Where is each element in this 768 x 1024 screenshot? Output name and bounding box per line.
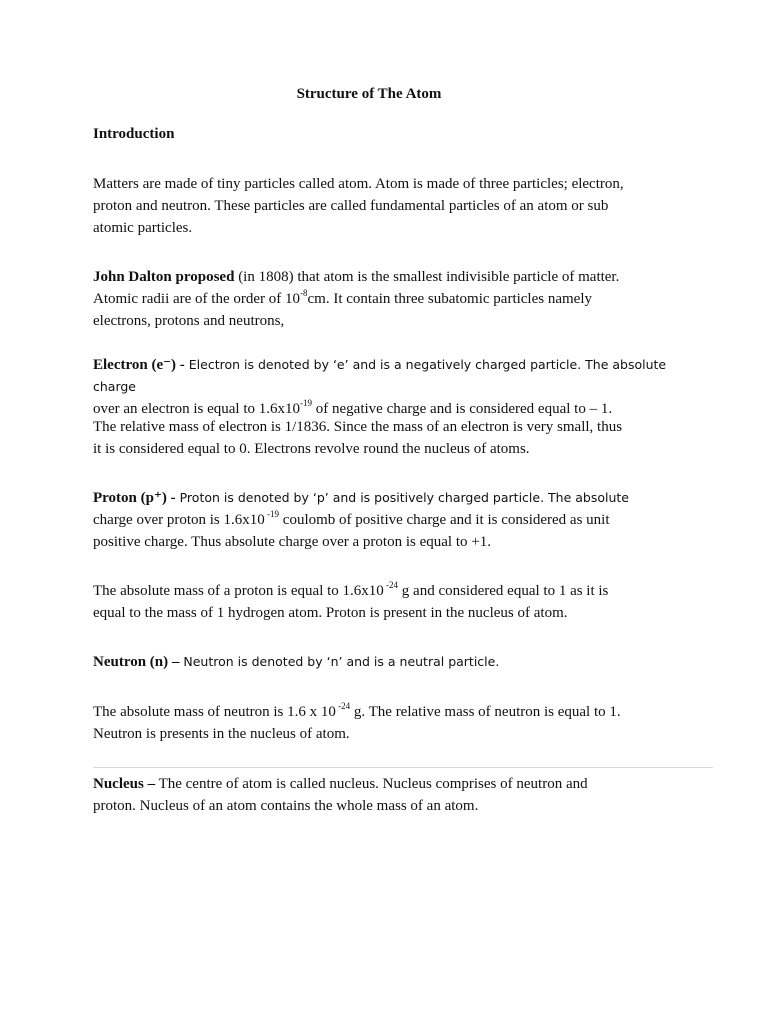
proton-line: positive charge. Thus absolute charge over a proton is equal to +1. [93,534,491,550]
neutron-mass-line: Neutron is presents in the nucleus of atom. [93,726,350,742]
electron-text: over an electron is equal to 1.6x10 [93,401,301,417]
nucleus-line [93,773,713,795]
electron-lead: Electron (e⁻) - [93,357,185,373]
intro-line: Matters are made of tiny particles called atom. Atom is made of three particles; electron, [93,176,624,192]
dalton-paragraph [93,266,713,332]
neutron-paragraph [93,651,713,673]
proton-exponent: -19 [264,509,280,519]
electron-exponent: -19 [300,398,313,408]
dalton-line: electrons, protons and neutrons, [93,313,285,329]
nucleus-lead: Nucleus – [93,776,156,792]
proton-mass-paragraph [93,580,713,624]
intro-line: proton and neutron. These particles are called fundamental particles of an atom or sub [93,198,609,214]
electron-mass-line: it is considered equal to 0. Electrons revolve round the nucleus of atoms. [93,441,530,457]
section-divider [93,767,713,768]
neutron-mass-line [93,701,713,723]
proton-mass-exponent: -24 [383,580,399,590]
proton-text: Proton is denoted by ‘p’ and is positively charged particle. The absolute [175,490,629,505]
proton-mass-line [93,580,713,602]
document-title: Structure of The Atom [296,86,442,102]
dalton-text: Atomic radii are of the order of 10 [93,291,301,307]
proton-mass-text: The absolute mass of a proton is equal to 1.6x10 [93,583,384,599]
nucleus-paragraph [93,773,713,817]
neutron-mass-text: The absolute mass of neutron is 1.6 x 10 [93,704,336,720]
proton-text: charge over proton is 1.6x10 [93,512,265,528]
electron-mass-paragraph [93,416,713,460]
proton-paragraph [93,487,713,553]
neutron-line [93,651,713,673]
neutron-mass-exponent: -24 [335,701,351,711]
introduction-heading: Introduction [93,126,175,142]
dalton-lead: John Dalton proposed [93,269,235,285]
proton-mass-text: g and considered equal to 1 as it is [398,583,609,599]
electron-text: Electron is denoted by ‘e’ and is a negatively charged particle. The absolute charge [93,357,667,394]
dalton-line [93,266,713,288]
dalton-line [93,288,713,310]
neutron-mass-paragraph [93,701,713,745]
proton-line [93,487,713,509]
neutron-text: Neutron is denoted by ‘n’ and is a neutral particle. [179,654,500,669]
proton-lead: Proton (p⁺) - [93,490,176,506]
electron-paragraph [93,354,713,420]
neutron-lead: Neutron (n) – [93,654,180,670]
neutron-mass-text: g. The relative mass of neutron is equal to 1. [350,704,621,720]
dalton-text: (in 1808) that atom is the smallest indivisible particle of matter. [234,269,620,285]
electron-text: of negative charge and is considered equal to – 1. [312,401,613,417]
nucleus-line: proton. Nucleus of an atom contains the whole mass of an atom. [93,798,479,814]
intro-line: atomic particles. [93,220,193,236]
electron-line [93,354,713,398]
proton-text: coulomb of positive charge and it is considered as unit [279,512,610,528]
proton-line [93,509,713,531]
electron-mass-line: The relative mass of electron is 1/1836. Since the mass of an electron is very small, thus [93,419,623,435]
proton-mass-line: equal to the mass of 1 hydrogen atom. Proton is present in the nucleus of atom. [93,605,568,621]
nucleus-text: The centre of atom is called nucleus. Nucleus comprises of neutron and [155,776,588,792]
dalton-exponent: -8 [300,288,308,298]
intro-paragraph [93,173,713,239]
dalton-text: cm. It contain three subatomic particles namely [307,291,592,307]
